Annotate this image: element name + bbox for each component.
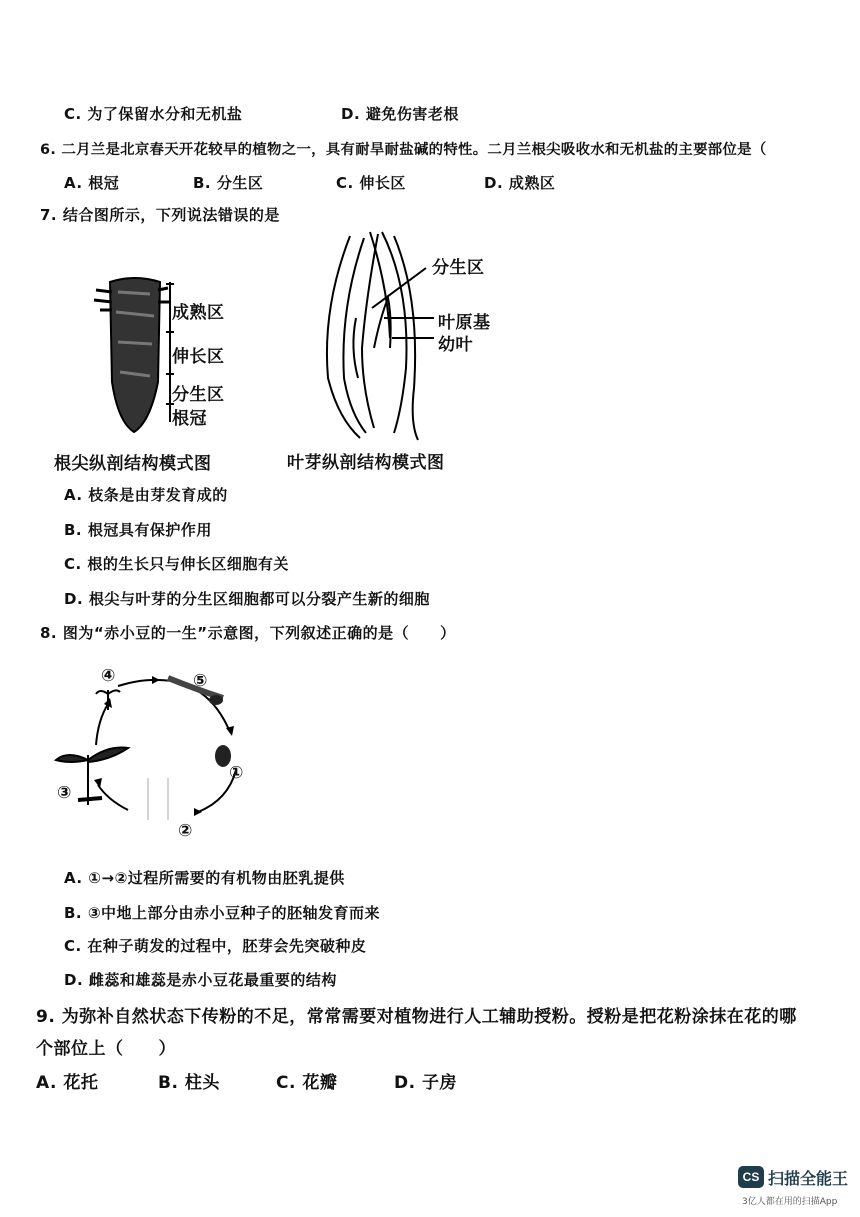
stage-1-label: ①: [229, 763, 244, 783]
q7-option-b: B. 根冠具有保护作用: [64, 521, 212, 539]
flowering-plant-stage: [96, 690, 120, 710]
camscanner-name: 扫描全能王: [768, 1169, 849, 1188]
q9-option-d: D. 子房: [394, 1073, 457, 1093]
q6-option-b: B. 分生区: [193, 174, 264, 192]
q7-option-a: A. 枝条是由芽发育成的: [64, 486, 228, 504]
stage-5-label: ⑤: [193, 671, 208, 691]
stage-2-label: ②: [178, 821, 193, 841]
root-label-cap: 根冠: [172, 409, 207, 429]
q9-stem-line1: 9. 为弥补自然状态下传粉的不足，常常需要对植物进行人工辅助授粉。授粉是把花粉涂抹在花的哪: [36, 1007, 797, 1027]
root-label-elongation: 伸长区: [172, 347, 225, 367]
root-label-maturation: 成熟区: [172, 303, 225, 323]
bean-life-cycle-figure: [48, 660, 268, 845]
leaf-bud-caption: 叶芽纵剖结构模式图: [287, 453, 445, 473]
q9-option-c: C. 花瓣: [276, 1073, 338, 1093]
q9-stem-line2: 个部位上（ ）: [36, 1039, 176, 1059]
stage-4-label: ④: [101, 666, 116, 686]
q9-option-a: A. 花托: [36, 1073, 99, 1093]
q8-option-b: B. ③中地上部分由赤小豆种子的胚轴发育而来: [64, 904, 381, 922]
camscanner-logo-icon: CS: [738, 1166, 764, 1188]
q7-option-c: C. 根的生长只与伸长区细胞有关: [64, 555, 289, 573]
q8-option-a: A. ①→②过程所需要的有机物由胚乳提供: [64, 869, 345, 887]
q7-option-d: D. 根尖与叶芽的分生区细胞都可以分裂产生新的细胞: [64, 590, 430, 608]
bud-label-leaf-primordium: 叶原基: [438, 313, 491, 333]
stage-3-label: ③: [57, 783, 72, 803]
q6-stem: 6. 二月兰是北京春天开花较早的植物之一，具有耐旱耐盐碱的特性。二月兰根尖吸收水和无机盐的主要部位是（: [40, 142, 767, 158]
q9-option-b: B. 柱头: [158, 1073, 220, 1093]
root-label-meristem: 分生区: [172, 385, 225, 405]
q8-stem: 8. 图为“赤小豆的一生”示意图，下列叙述正确的是（ ）: [40, 624, 456, 642]
q7-stem: 7. 结合图所示，下列说法错误的是: [40, 206, 280, 224]
bud-label-meristem: 分生区: [432, 258, 485, 278]
q5-option-c: C. 为了保留水分和无机盐: [64, 105, 243, 123]
q5-option-d: D. 避免伤害老根: [341, 105, 459, 123]
q6-option-d: D. 成熟区: [484, 174, 556, 192]
root-tip-caption: 根尖纵剖结构模式图: [54, 454, 212, 474]
q8-option-c: C. 在种子萌发的过程中，胚芽会先突破种皮: [64, 937, 367, 955]
q6-option-c: C. 伸长区: [336, 174, 406, 192]
bud-label-young-leaf: 幼叶: [438, 335, 473, 355]
q8-option-d: D. 雌蕊和雄蕊是赤小豆花最重要的结构: [64, 971, 337, 989]
camscanner-subtitle: 3亿人都在用的扫描App: [742, 1197, 838, 1207]
q6-option-a: A. 根冠: [64, 174, 120, 192]
